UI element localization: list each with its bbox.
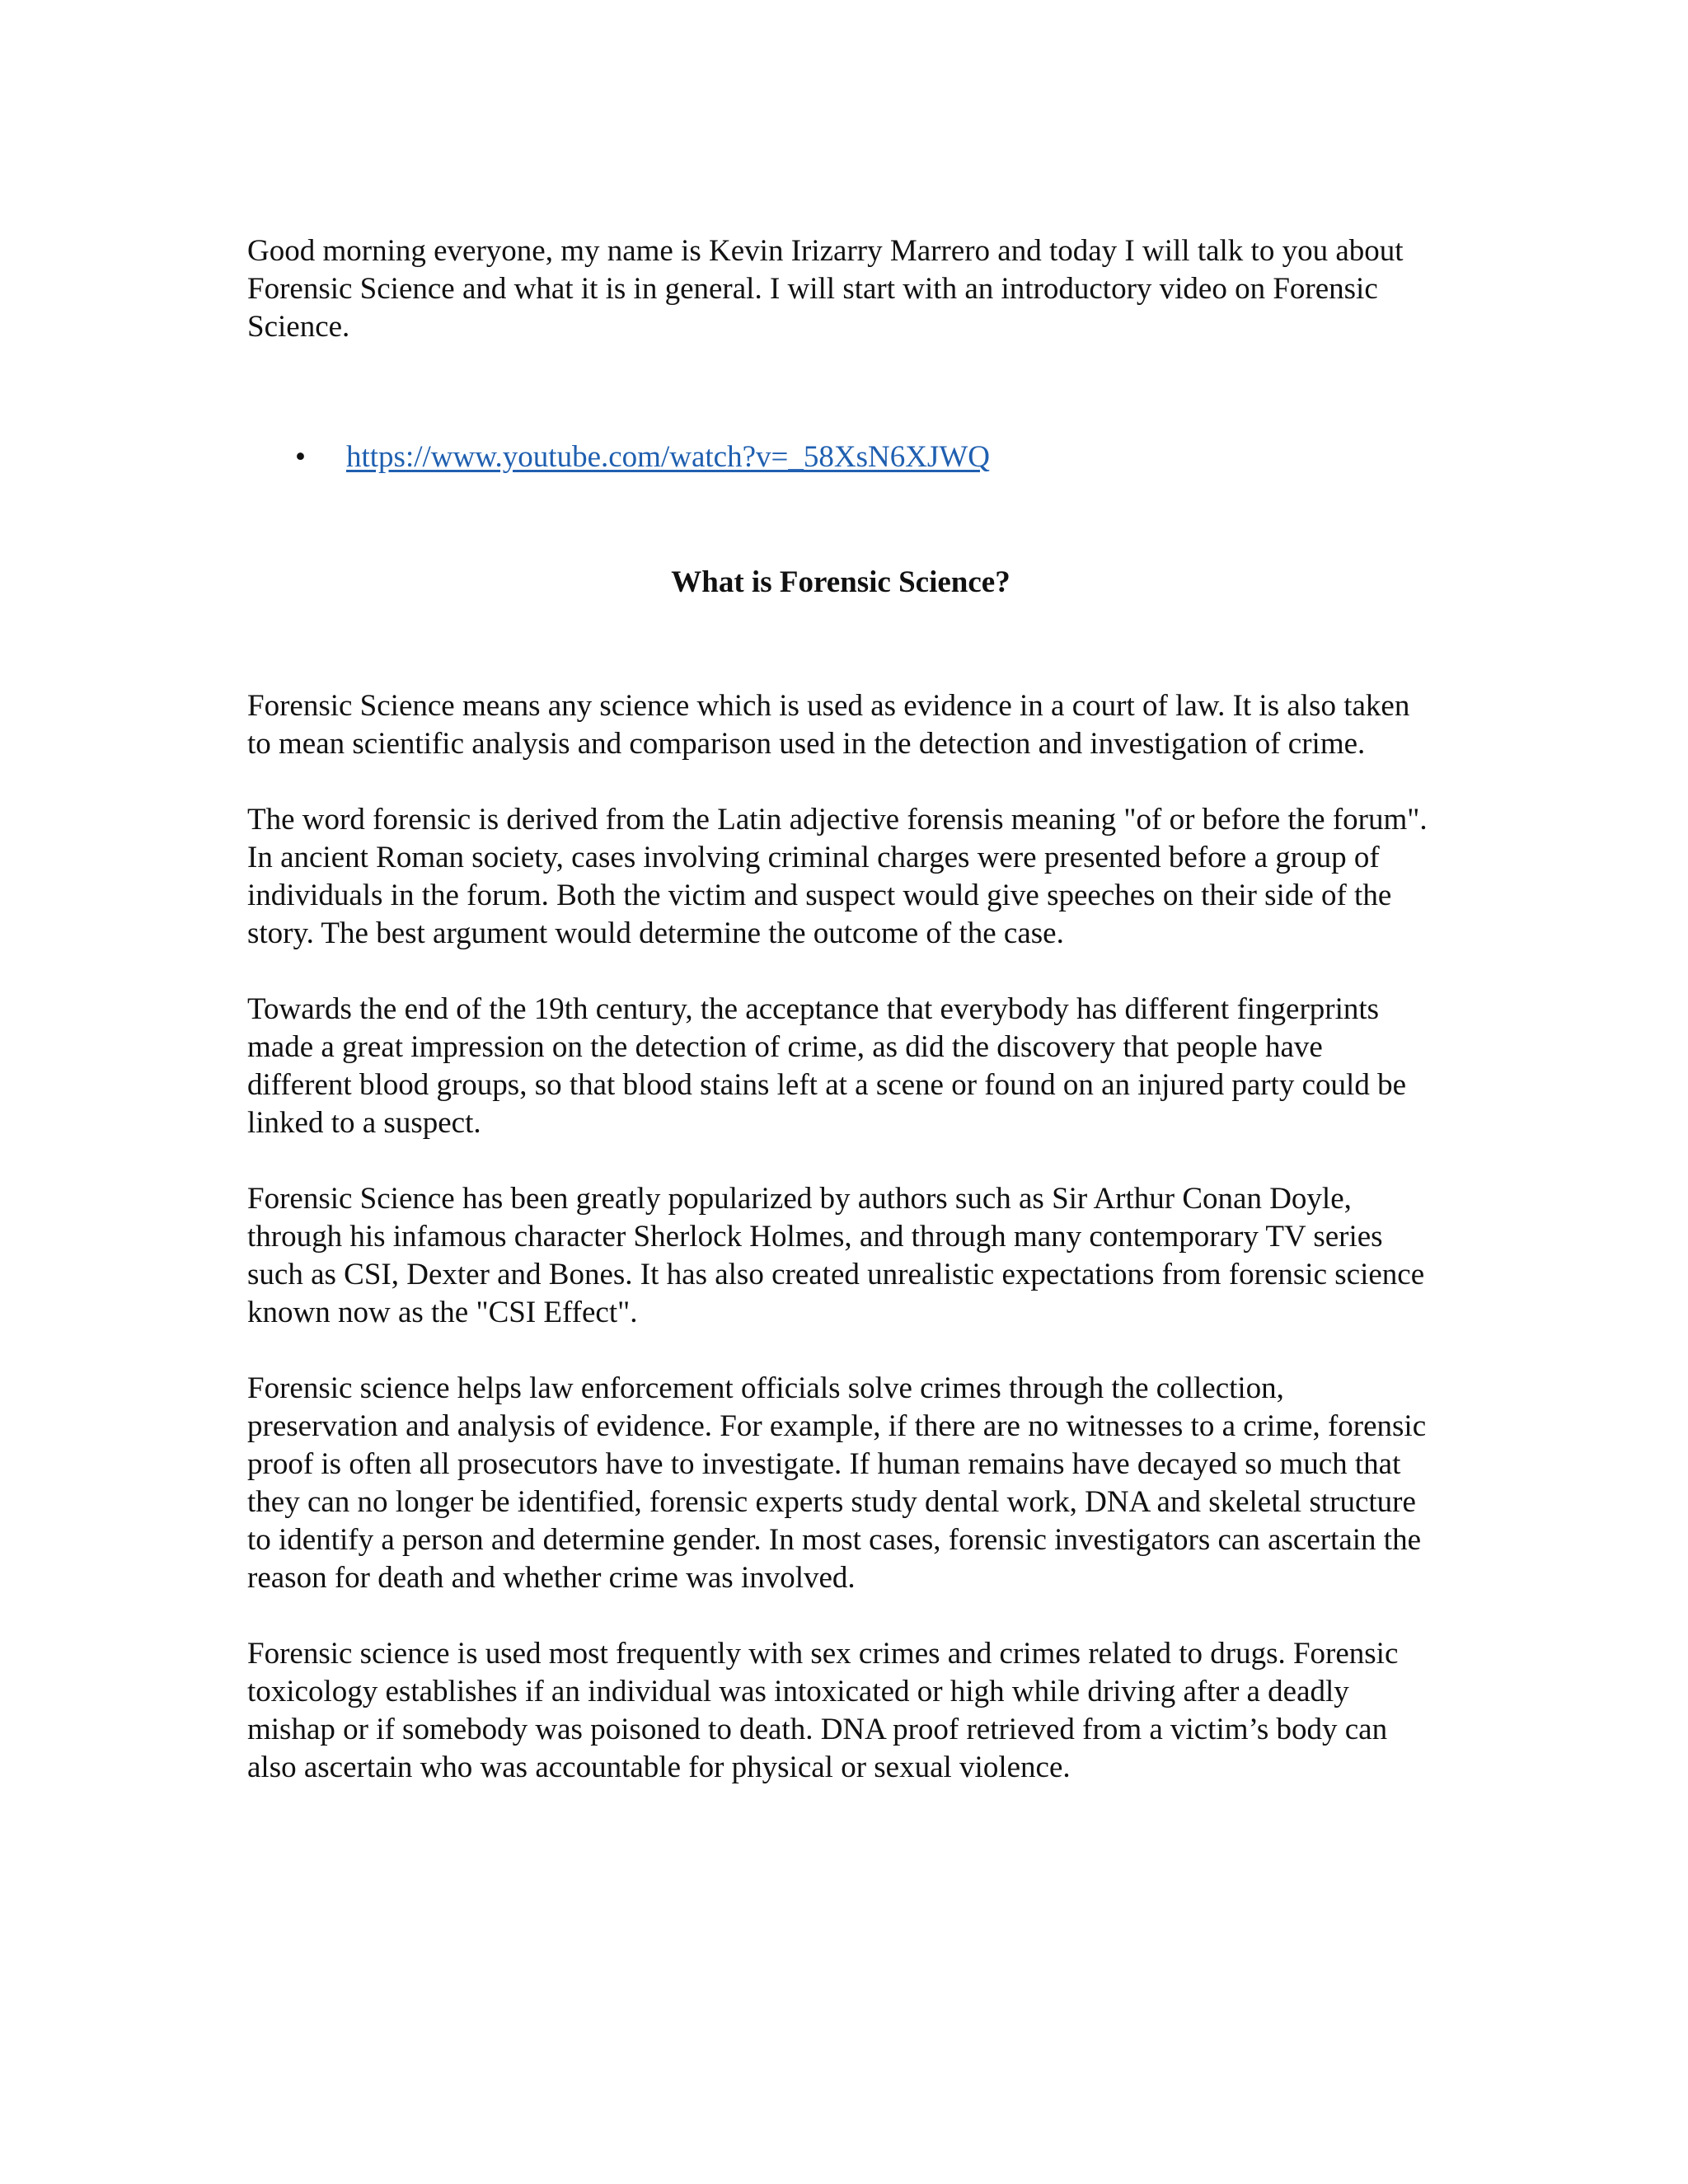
- video-link-item: [247, 438, 1434, 476]
- youtube-video-link[interactable]: https://www.youtube.com/watch?v=_58XsN6XJWQ: [346, 440, 990, 474]
- section-heading: What is Forensic Science?: [671, 565, 1010, 599]
- paragraph-usage: Forensic science is used most frequently with sex crimes and crimes related to drugs. Forensic toxicology establishes if an individual was intoxicated or high while driving after a deadly mishap or if somebody was poisoned to death. DNA proof retrieved from a victim’s body can also ascertain who was accountable for physical or sexual violence.: [247, 1637, 1399, 1784]
- document-body: [247, 232, 1434, 1825]
- paragraph-definition: Forensic Science means any science which is used as evidence in a court of law. It is also taken to mean scientific analysis and comparison used in the detection and investigation of crime.: [247, 689, 1410, 761]
- intro-paragraph: Good morning everyone, my name is Kevin Irizarry Marrero and today I will talk to you about Forensic Science and what it is in general. I will start with an introductory video on Forensic Science.: [247, 234, 1404, 344]
- paragraph-popularization: Forensic Science has been greatly popularized by authors such as Sir Arthur Conan Doyle, through his infamous character Sherlock Holmes, and through many contemporary TV series such as CSI, Dexter and Bones. It has also created unrealistic expectations from forensic science known now as the "CSI Effect".: [247, 1182, 1425, 1329]
- paragraph-history: Towards the end of the 19th century, the acceptance that everybody has different fingerprints made a great impression on the detection of crime, as did the discovery that people have different blood groups, so that blood stains left at a scene or found on an injured party could be linked to a suspect.: [247, 992, 1406, 1140]
- bullet-icon: •: [295, 440, 306, 474]
- paragraph-law-enforcement: Forensic science helps law enforcement officials solve crimes through the collection, preservation and analysis of evidence. For example, if there are no witnesses to a crime, forensic proof is often all prosecutors have to investigate. If human remains have decayed so much that they can no longer be identified, forensic experts study dental work, DNA and skeletal structure to identify a person and determine gender. In most cases, forensic investigators can ascertain the reason for death and whether crime was involved.: [247, 1371, 1427, 1595]
- paragraph-etymology: The word forensic is derived from the Latin adjective forensis meaning "of or before the forum". In ancient Roman society, cases involving criminal charges were presented before a group of individuals in the forum. Both the victim and suspect would give speeches on their side of the story. The best argument would determine the outcome of the case.: [247, 803, 1428, 950]
